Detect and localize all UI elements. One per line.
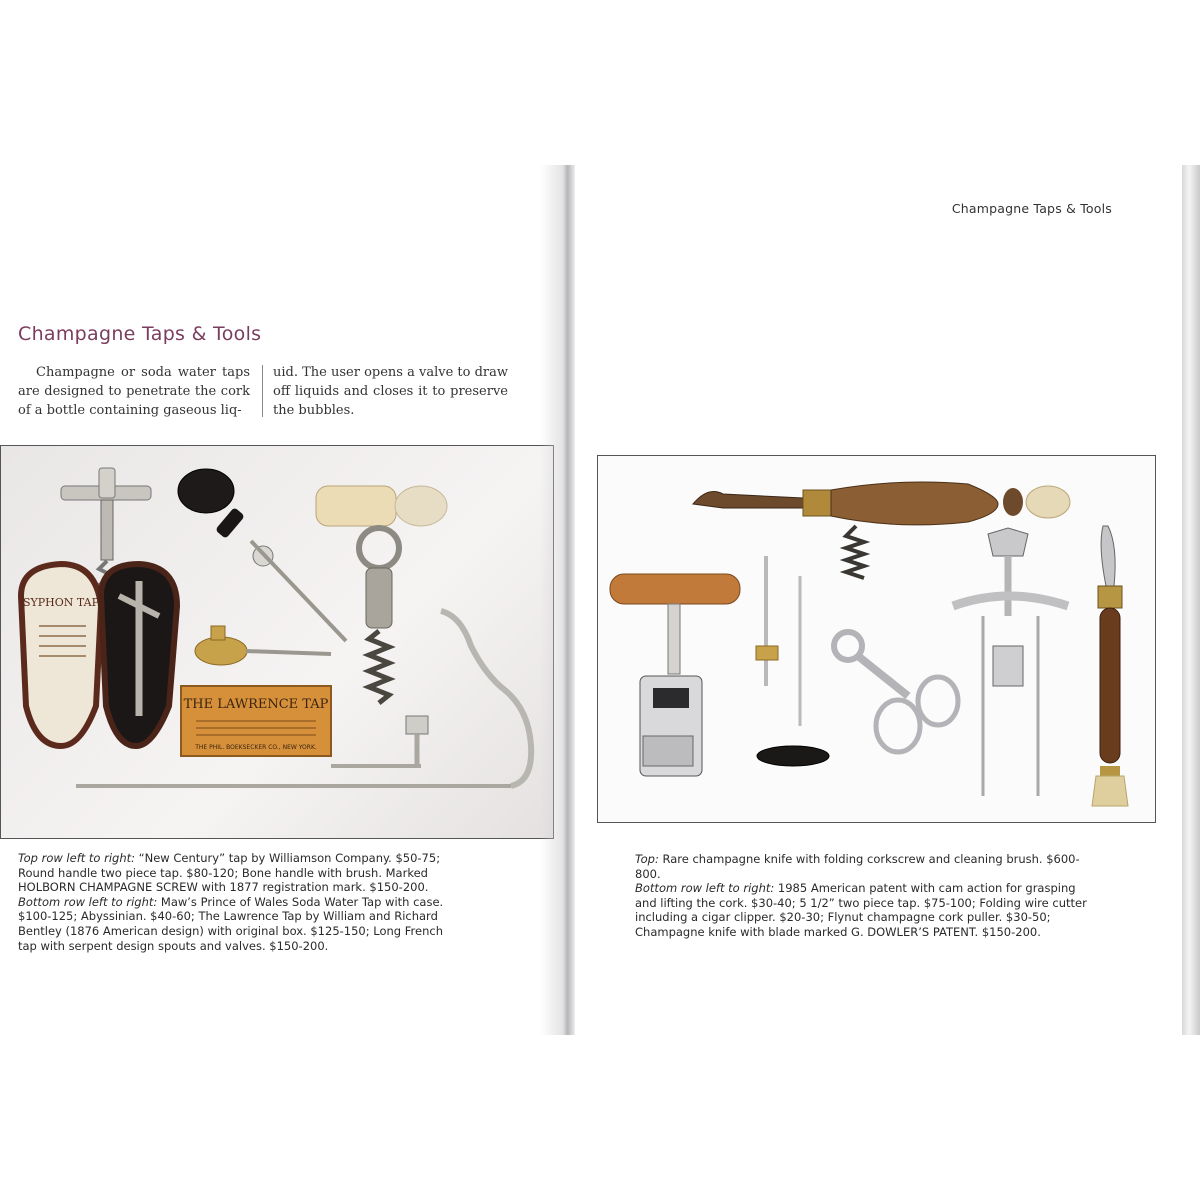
two-piece-tap <box>756 556 829 766</box>
caption-lead: Bottom row left to right: <box>18 894 158 909</box>
caption-lead: Bottom row left to right: <box>635 881 775 896</box>
dowler-champagne-knife <box>1092 526 1128 806</box>
champagne-tools-photo <box>597 455 1156 823</box>
left-page <box>0 165 565 1035</box>
folding-wire-cutter <box>834 632 958 752</box>
lawrence-tap-box <box>181 686 331 756</box>
caption-text: 1985 American patent with cam action for grasping and lifting the cork. $30-40; 5 1/2” two piece tap. $75-100; Folding wire cutter including a cigar clipper. $20-30; Flynut champagne cork puller. $30-50; Champagne knife with blade marked G. DOWLER’S PATENT. $150-200. <box>635 881 1087 939</box>
section-title: Champagne Taps & Tools <box>18 323 262 345</box>
intro-text <box>18 363 516 423</box>
bone-handle-brush-tap <box>316 486 447 703</box>
champagne-tools-illustration <box>598 456 1155 822</box>
book-spread <box>0 165 1200 1035</box>
abyssinian-tap <box>195 626 331 665</box>
caption-text: Maw’s Prince of Wales Soda Water Tap with case. $100-125; Abyssinian. $40-60; The Lawrence Tap by William and Richard Bentley (1876 American design) with original box. $125-150; Long French tap with serpent design spouts and valves. $150-200. <box>18 894 444 953</box>
running-head: Champagne Taps & Tools <box>951 201 1112 216</box>
box-label: THE LAWRENCE TAP <box>183 697 329 712</box>
right-page <box>575 165 1182 1035</box>
right-photo-caption <box>635 852 1095 940</box>
champagne-taps-illustration <box>1 446 553 838</box>
page-edges <box>1182 165 1200 1035</box>
caption-lead: Top: <box>635 852 659 866</box>
caption-text: Rare champagne knife with folding corkscrew and cleaning brush. $600-800. <box>635 852 1080 881</box>
caption-lead: Top row left to right: <box>18 851 135 865</box>
caption-text: “New Century” tap by Williamson Company. $50-75; Round handle two piece tap. $80-120; Bone handle with brush. Marked HOLBORN CHAMPAGNE SCREW with 1877 registration mark. $150-200. <box>18 851 441 895</box>
box-maker: THE PHIL. BOEKSECKER CO., NEW YORK. <box>195 744 317 751</box>
column-divider <box>262 365 263 417</box>
cam-action-corkscrew <box>610 574 740 776</box>
flynut-cork-puller <box>953 528 1068 796</box>
champagne-taps-photo <box>0 445 554 839</box>
intro-column-1: Champagne or soda water taps are designed to penetrate the cork of a bottle containing gaseous liq- <box>18 365 250 418</box>
syphon-tap-case <box>21 564 177 746</box>
left-photo-caption <box>18 851 458 953</box>
intro-column-2: uid. The user opens a valve to draw off liquids and closes it to preserve the bubbles. <box>273 365 508 418</box>
case-lettering: SYPHON TAP <box>22 596 100 609</box>
